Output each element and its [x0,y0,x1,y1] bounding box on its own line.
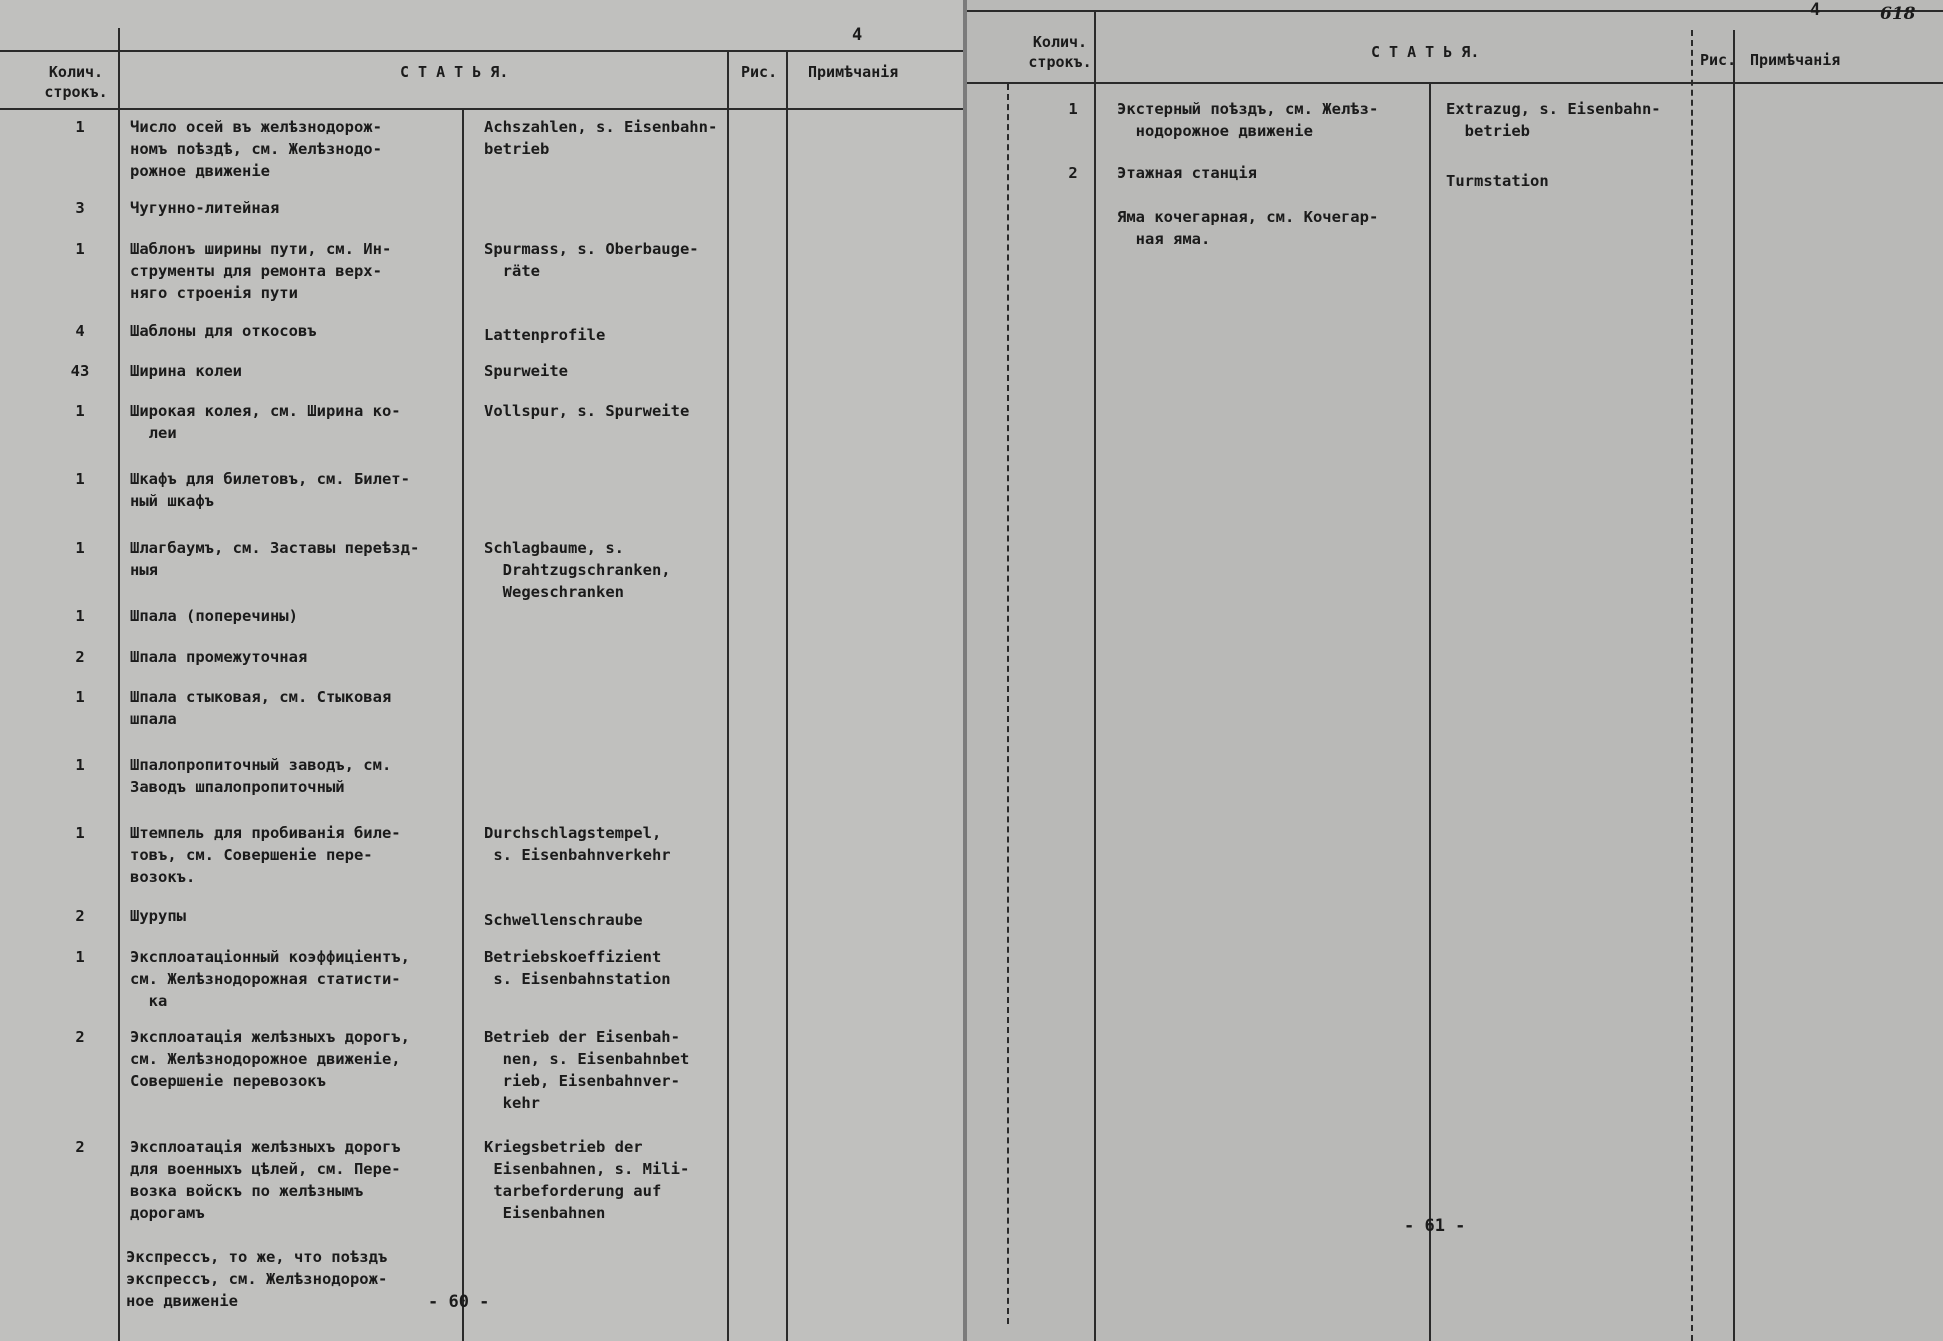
row-article: Шкафъ для билетовъ, см. Билет- ный шкафъ [130,470,410,510]
row-article: Ширина колеи [130,362,242,380]
row-count: 4 [75,322,85,340]
header-fig: Рис. [741,63,778,81]
header-top-rule [967,10,1943,12]
page-footer: - 61 - [1404,1216,1466,1236]
column-rule-fig [727,52,729,1341]
row-count: 1 [75,948,85,966]
row-article: Эксплоатаціонный коэффиціентъ, см. Желѣзнодорожная статисти- ка [130,948,410,1010]
header-bottom-rule [967,82,1943,84]
page-mark: 4 [1810,0,1821,20]
header-bottom-rule [0,108,963,110]
row-german: Schwellenschraube [484,911,643,929]
row-german: Achszahlen, s. Eisenbahn- betrieb [484,118,718,158]
row-count: 1 [75,607,85,625]
row-article: Экспрессъ, то же, что поѣздъ экспрессъ, см. Желѣзнодорож- ное движеніе [126,1248,388,1310]
page-mark: 4 [852,25,863,45]
row-article: Шпала (поперечины) [130,607,298,625]
header-notes: Примѣчанія [1750,51,1841,69]
row-count: 2 [75,1028,85,1046]
row-article: Широкая колея, см. Ширина ко- леи [130,402,401,442]
column-rule-german [1429,84,1431,1341]
row-count: 1 [1068,100,1078,118]
column-rule-german [462,110,464,1341]
row-count: 1 [75,539,85,557]
folio-number: 618 [1880,4,1916,24]
row-article: Чугунно-литейная [130,199,280,217]
row-count: 2 [75,1138,85,1156]
row-count: 2 [1068,164,1078,182]
row-article: Яма кочегарная, см. Кочегар- ная яма. [1117,208,1379,248]
row-count: 2 [75,907,85,925]
header-count: Колич. строкъ. [44,63,108,101]
row-article: Эксплоатація желѣзныхъ дорогъ, см. Желѣзнодорожное движеніе, Совершеніе перевозокъ [130,1028,410,1090]
row-count: 1 [75,470,85,488]
column-rule-fig [1691,30,1693,1341]
row-article: Шлагбаумъ, см. Заставы переѣзд- ныя [130,539,420,579]
page-footer: - 60 - [428,1292,490,1312]
row-count: 1 [75,118,85,136]
header-top-rule [0,50,963,52]
left-page [0,0,963,1341]
row-german: Spurweite [484,362,568,380]
row-article: Этажная станція [1117,164,1257,182]
row-german: Betrieb der Eisenbah- nen, s. Eisenbahnbet rieb, Eisenbahnver- kehr [484,1028,690,1112]
row-article: Число осей въ желѣзнодорож- номъ поѣздѣ, см. Желѣзнодо- рожное движеніе [130,118,382,180]
row-count: 1 [75,402,85,420]
header-article: С Т А Т Ь Я. [400,63,509,81]
row-article: Шурупы [130,907,186,925]
column-rule-margin [1007,84,1009,1324]
row-article: Эксплоатація желѣзныхъ дорогъ для военныхъ цѣлей, см. Пере- возка войскъ по желѣзнымъ дорогамъ [130,1138,401,1222]
row-german: Durchschlagstempel, s. Eisenbahnverkehr [484,824,671,864]
row-article: Шпала стыковая, см. Стыковая шпала [130,688,392,728]
row-german: Vollspur, s. Spurweite [484,402,690,420]
row-german: Turmstation [1446,172,1549,190]
row-article: Шаблоны для откосовъ [130,322,317,340]
row-article: Штемпель для пробиванія биле- товъ, см. Совершеніе пере- возокъ. [130,824,401,886]
header-notes: Примѣчанія [808,63,899,81]
row-article: Шпала промежуточная [130,648,308,666]
row-count: 43 [70,362,90,380]
column-rule-count [1094,10,1096,1341]
row-count: 1 [75,240,85,258]
row-count: 1 [75,756,85,774]
column-rule-count [118,28,120,1341]
row-german: Extrazug, s. Eisenbahn- betrieb [1446,100,1661,140]
row-german: Kriegsbetrieb der Eisenbahnen, s. Mili- tarbeforderung auf Eisenbahnen [484,1138,690,1222]
row-german: Schlagbaume, s. Drahtzugschranken, Wegeschranken [484,539,671,601]
header-fig: Рис. [1700,51,1737,69]
row-article: Экстерный поѣздъ, см. Желѣз- нодорожное движеніе [1117,100,1379,140]
header-count: Колич. строкъ. [1028,33,1092,71]
row-count: 1 [75,688,85,706]
row-german: Lattenprofile [484,326,606,344]
row-german: Spurmass, s. Oberbauge- räte [484,240,699,280]
row-article: Шаблонъ ширины пути, см. Ин- струменты для ремонта верх- няго строенія пути [130,240,392,302]
row-count: 2 [75,648,85,666]
header-article: С Т А Т Ь Я. [1371,43,1480,61]
column-rule-notes [786,52,788,1341]
row-german: Betriebskoeffizient s. Eisenbahnstation [484,948,671,988]
right-page [967,0,1943,1341]
column-rule-notes [1733,30,1735,1341]
row-count: 1 [75,824,85,842]
row-article: Шпалопропиточный заводъ, см. Заводъ шпалопропиточный [130,756,392,796]
row-count: 3 [75,199,85,217]
